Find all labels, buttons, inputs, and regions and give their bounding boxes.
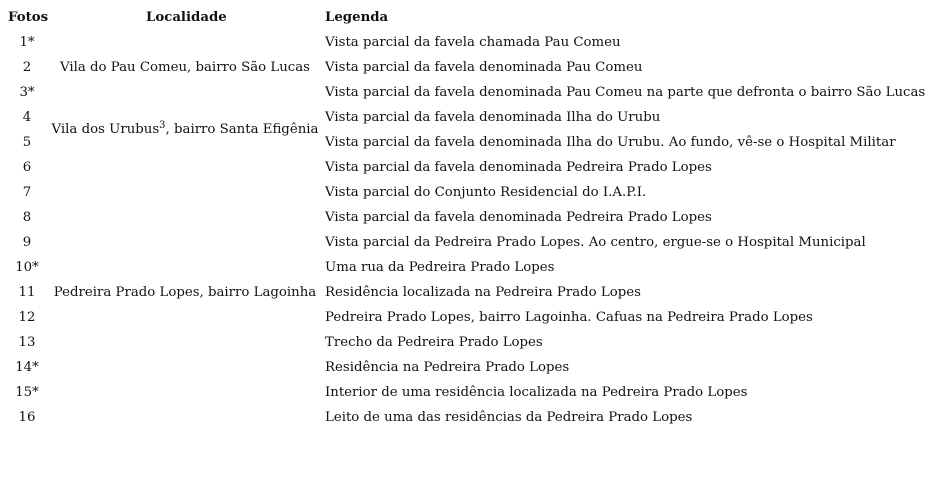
header-fotos: Fotos	[8, 10, 49, 25]
foto-number: 3*	[19, 85, 35, 100]
legenda-cell: Residência na Pedreira Prado Lopes	[325, 360, 570, 375]
table-row	[0, 309, 931, 334]
foto-number: 4	[22, 110, 32, 125]
foto-number: 12	[18, 310, 36, 325]
foto-number: 10*	[15, 260, 39, 275]
legenda-cell: Vista parcial do Conjunto Residencial do I.A.P.I.	[325, 185, 647, 200]
table-row	[0, 159, 931, 184]
foto-number: 8	[22, 210, 32, 225]
footnote-marker: 3	[159, 120, 166, 131]
table-row	[0, 359, 931, 384]
table-row	[0, 84, 931, 109]
legenda-cell: Vista parcial da favela chamada Pau Comeu	[325, 35, 621, 50]
legenda-cell: Vista parcial da favela denominada Ilha do Urubu. Ao fundo, vê-se o Hospital Militar	[325, 135, 896, 150]
localidade-name-part: , bairro Santa Efigênia	[165, 122, 319, 137]
foto-number: 7	[22, 185, 32, 200]
legenda-cell: Trecho da Pedreira Prado Lopes	[325, 335, 543, 350]
header-legenda: Legenda	[325, 10, 389, 25]
table-row	[0, 384, 931, 409]
table-row	[0, 34, 931, 59]
legenda-cell: Vista parcial da favela denominada Ilha do Urubu	[325, 110, 661, 125]
table-row	[0, 234, 931, 259]
localidade-name-part: Vila dos Urubus	[51, 122, 160, 137]
header-localidade: Localidade	[146, 10, 227, 25]
table-row	[0, 409, 931, 434]
legenda-cell: Residência localizada na Pedreira Prado Lopes	[325, 285, 641, 300]
legenda-cell: Vista parcial da Pedreira Prado Lopes. Ao centro, ergue-se o Hospital Municipal	[325, 235, 866, 250]
legenda-cell: Vista parcial da favela denominada Pau Comeu	[325, 60, 643, 75]
foto-number: 15*	[15, 385, 39, 400]
foto-number: 16	[18, 410, 36, 425]
legenda-cell: Vista parcial da favela denominada Pedreira Prado Lopes	[325, 210, 712, 225]
foto-number: 11	[18, 285, 36, 300]
table-row	[0, 209, 931, 234]
foto-number: 1*	[19, 35, 35, 50]
table-row	[0, 184, 931, 209]
legenda-cell: Vista parcial da favela denominada Pedreira Prado Lopes	[325, 160, 712, 175]
foto-number: 9	[22, 235, 32, 250]
legenda-cell: Leito de uma das residências da Pedreira Prado Lopes	[325, 410, 693, 425]
table-row	[0, 259, 931, 284]
foto-number: 14*	[15, 360, 39, 375]
foto-number: 6	[22, 160, 32, 175]
localidade-pedreira-prado-lopes: Pedreira Prado Lopes, bairro Lagoinha	[53, 285, 317, 300]
localidade-pau-comeu: Vila do Pau Comeu, bairro São Lucas	[59, 60, 310, 75]
foto-number: 5	[22, 135, 32, 150]
localidade-vila-dos-urubus	[48, 121, 322, 139]
table-row	[0, 334, 931, 359]
legenda-cell: Interior de uma residência localizada na Pedreira Prado Lopes	[325, 385, 748, 400]
legenda-cell: Pedreira Prado Lopes, bairro Lagoinha. Cafuas na Pedreira Prado Lopes	[325, 310, 813, 325]
legenda-cell: Uma rua da Pedreira Prado Lopes	[325, 260, 555, 275]
foto-number: 2	[22, 60, 32, 75]
foto-number: 13	[18, 335, 36, 350]
legenda-cell: Vista parcial da favela denominada Pau Comeu na parte que defronta o bairro São Lucas	[325, 85, 926, 100]
